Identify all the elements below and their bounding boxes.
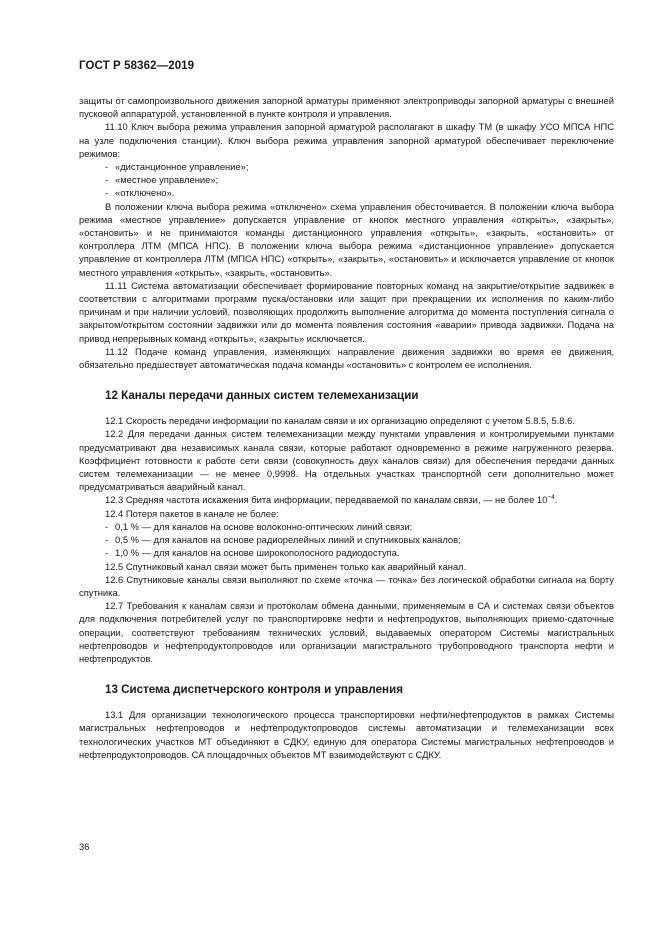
list-item xyxy=(79,186,614,199)
paragraph-12-2: 12.2 Для передачи данных систем телемеханизации между пунктами управления и контролируемыми пунктами предусматривают два независимых канала связи, которые работают одновременно в режиме нагруженного резерва. Коэффициент готовности к работе сети связи (совокупность двух каналов связи) для обеспечения передачи данных систем телемеханизации — не менее 0,9998. На отдельных участках транспортной сети дополнительно может предусматриваться аварийный канал. xyxy=(79,428,614,493)
section-heading-13: 13 Система диспетчерского контроля и управления xyxy=(105,683,403,697)
paragraph-11-11: 11.11 Система автоматизации обеспечивает формирование повторных команд на закрытие/открытие задвижек в соответствии с алгоритмами программ пуска/остановки или защит при прекращении их исполнения по каким-либо причинам и при наличии условий, позволяющих продолжить выполнение алгоритма до момента поступления сигнала о закрытом/открытом состоянии задвижки или до момента появления состояния «аварии» привода задвижки. Подача на привод непрерывных команд «открыть», «закрыть» исключается. xyxy=(79,279,614,344)
list-item-text: «дистанционное управление»; xyxy=(115,161,249,173)
section-heading-12: 12 Каналы передачи данных систем телемеханизации xyxy=(105,389,419,403)
list-item xyxy=(79,533,614,546)
page-number: 36 xyxy=(79,841,90,852)
paragraph-12-5: 12.5 Спутниковый канал связи может быть применен только как аварийный канал. xyxy=(105,560,467,572)
list-item xyxy=(79,520,614,533)
paragraph-11-12: 11.12 Подаче команд управления, изменяющих направление движения задвижки во время ее движения, обязательно предшествует автоматическая подача команды «остановить» с контролем ее исполнения. xyxy=(79,345,614,371)
paragraph-12-6: 12.6 Спутниковые каналы связи выполняют по схеме «точка — точка» без логической обработки сигнала на борту спутника. xyxy=(79,573,614,598)
list-item-text: 0,5 % — для каналов на основе радиорелейных линий и спутниковых каналов; xyxy=(115,534,461,546)
paragraph-12-3 xyxy=(79,493,614,506)
list-item-text: «местное управление»; xyxy=(115,174,219,186)
list-dash: - xyxy=(105,161,109,173)
list-dash: - xyxy=(105,547,109,559)
document-header: ГОСТ Р 58362—2019 xyxy=(79,60,195,72)
list-item-text: «отключено». xyxy=(115,187,175,199)
paragraph-11-10: 11.10 Ключ выбора режима управления запорной арматурой располагают в шкафу ТМ (в шкафу УСО МПСА НПС на узле подключения станции). Ключ выбора режима управления запорной арматурой обеспечивает переключение режимов: xyxy=(79,121,614,159)
list-item-text: 0,1 % — для каналов на основе волоконно-оптических линий связи; xyxy=(115,520,413,532)
list-item xyxy=(79,173,614,186)
exponent: −4 xyxy=(547,494,555,502)
paragraph-12-7: 12.7 Требования к каналам связи и протоколам обмена данными, применяемым в СА и системах связи объектов для подключения потребителей услуг по транспортировке нефти и нефтепродуктов, выполняющих приемо-сдаточные операции, соответствуют требованиям технических условий, выдаваемых оператором Системы магистральных нефтепроводов и нефтепродуктопроводов или организации магистрального трубопроводного транспорта нефти и нефтепродуктов. xyxy=(79,600,614,664)
paragraph-continuation: защиты от самопроизвольного движения запорной арматуры применяют электроприводы запорной арматуры с внешней пусковой аппаратурой, установленной в пункте контроля и управления. xyxy=(79,95,614,120)
list-item xyxy=(79,160,614,173)
list-item xyxy=(79,546,614,559)
paragraph-13-1: 13.1 Для организации технологического процесса транспортировки нефти/нефтепродуктов в рамках Системы магистральных нефтепроводов и нефтепродуктопроводов системы автоматизации и телемеханизации всех технологических участков МТ объединяют в СДКУ, единую для оператора Системы магистральных нефтепроводов и нефтепродуктопроводов. СА площадочных объектов МТ взаимодействуют с СДКУ. xyxy=(79,709,614,760)
document-body xyxy=(79,94,614,761)
list-item-text: 1,0 % — для каналов на основе широкополосного радиодоступа. xyxy=(115,547,400,559)
list-dash: - xyxy=(105,174,109,186)
paragraph-12-1: 12.1 Скорость передачи информации по каналам связи и их организацию определяют с учетом 5.8.5, 5.8.6. xyxy=(105,415,575,427)
list-dash: - xyxy=(105,534,109,546)
paragraph-key-modes: В положении ключа выбора режима «отключено» схема управления обесточивается. В положении ключа выбора режима «местное управление» допускается управление от кнопок местного управления «открыть», «закрыть», «остановить» и не принимаются команды дистанционного управления «открыть», «закрыть, «остановить» от контроллера ЛТМ (МПСА НПС). В положении ключа выбора режима «дистанционное управление» допускается управление от контроллера ЛТМ (МПСА НПС) «открыть», «закрыть», «остановить» и исключается управление от кнопок местного управления «открыть», «закрыть, «остановить». xyxy=(79,200,614,278)
list-dash: - xyxy=(105,520,109,532)
list-dash: - xyxy=(105,187,109,199)
paragraph-12-3-end: . xyxy=(554,494,558,506)
paragraph-12-3-text: 12.3 Средняя частота искажения бита информации, передаваемой по каналам связи, — не более 10 xyxy=(105,494,548,506)
paragraph-12-4: 12.4 Потеря пакетов в канале не более: xyxy=(105,507,279,519)
